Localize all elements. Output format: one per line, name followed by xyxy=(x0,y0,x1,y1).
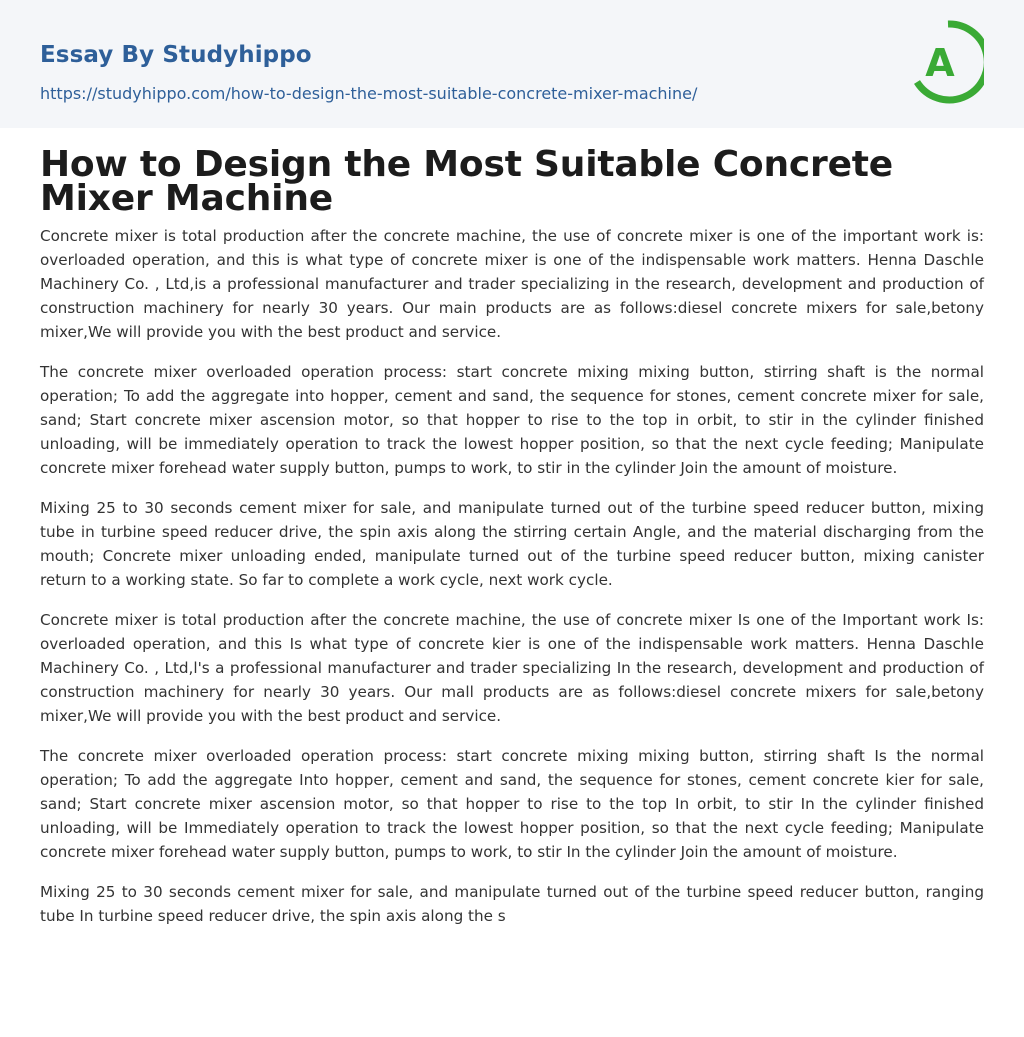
paragraph: Concrete mixer is total production after the concrete machine, the use of concrete mixer is one of the important work is: overloaded operation, and this is what type of concrete mixer is one of the indispensable work matters. Henna Daschle Machinery Co. , Ltd,is a professional manufacturer and trader specializing in the research, development and production of construction machinery for nearly 30 years. Our main products are as follows:diesel concrete mixers for sale,betony mixer,We will provide you with the best product and service. xyxy=(40,227,984,341)
article xyxy=(40,144,984,944)
site-header xyxy=(0,0,1024,128)
paragraph: The concrete mixer overloaded operation process: start concrete mixing mixing button, stirring shaft Is the normal operation; To add the aggregate Into hopper, cement and sand, the sequence for stones, cement concrete kier for sale, sand; Start concrete mixer ascension motor, so that hopper to rise to the top In orbit, to stir In the cylinder finished unloading, will be Immediately operation to track the lowest hopper position, so that the next cycle feeding; Manipulate concrete mixer forehead water supply button, pumps to work, to stir In the cylinder Join the amount of moisture. xyxy=(40,747,984,861)
article-body xyxy=(40,224,984,928)
paragraph: Mixing 25 to 30 seconds cement mixer for sale, and manipulate turned out of the turbine speed reducer button, ranging tube In turbine speed reducer drive, the spin axis along the s xyxy=(40,883,984,925)
logo-letter: A xyxy=(925,41,955,85)
paragraph: The concrete mixer overloaded operation process: start concrete mixing mixing button, stirring shaft is the normal operation; To add the aggregate into hopper, cement and sand, the sequence for stones, cement concrete mixer for sale, sand; Start concrete mixer ascension motor, so that hopper to rise to the top in orbit, to stir in the cylinder finished unloading, will be immediately operation to track the lowest hopper position, so that the next cycle feeding; Manipulate concrete mixer forehead water supply button, pumps to work, to stir in the cylinder Join the amount of moisture. xyxy=(40,363,984,477)
studyhippo-logo-icon[interactable] xyxy=(912,20,984,104)
paragraph: Concrete mixer is total production after the concrete machine, the use of concrete mixer Is one of the Important work Is: overloaded operation, and this Is what type of concrete kier is one of the indispensable work matters. Henna Daschle Machinery Co. , Ltd,l's a professional manufacturer and trader specializing In the research, development and production of construction machinery for nearly 30 years. Our mall products are as follows:diesel concrete mixers for sale,betony mixer,We will provide you with the best product and service. xyxy=(40,611,984,725)
page-url-link[interactable]: https://studyhippo.com/how-to-design-the-most-suitable-concrete-mixer-machine/ xyxy=(40,84,698,103)
site-brand[interactable]: Essay By Studyhippo xyxy=(40,42,312,68)
paragraph: Mixing 25 to 30 seconds cement mixer for sale, and manipulate turned out of the turbine speed reducer button, mixing tube in turbine speed reducer drive, the spin axis along the stirring certain Angle, and the material discharging from the mouth; Concrete mixer unloading ended, manipulate turned out of the turbine speed reducer button, mixing canister return to a working state. So far to complete a work cycle, next work cycle. xyxy=(40,499,984,589)
page-title: How to Design the Most Suitable Concrete Mixer Machine xyxy=(40,144,894,219)
